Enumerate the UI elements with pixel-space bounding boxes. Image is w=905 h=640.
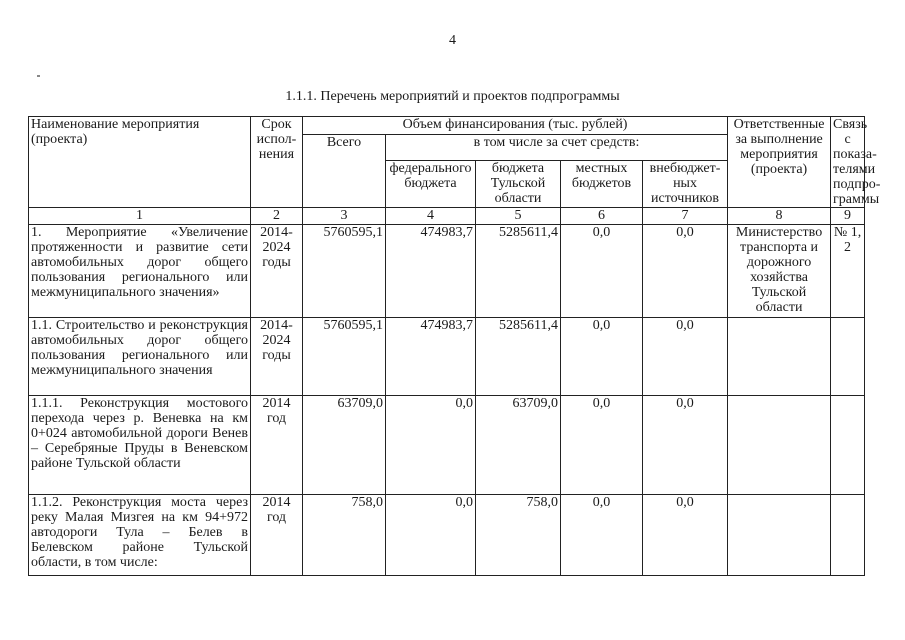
header-link: Связь с показа-телями подпро-граммы [831,117,865,208]
header-funding: Объем финансирования (тыс. рублей) [303,117,728,135]
column-number: 7 [643,208,728,225]
table-row [29,318,865,396]
measure-name: 1.1.1. Реконструкция мостового перехода через р. Веневка на км 0+024 автомобильной дороги Венев – Серебряные Пруды в Веневском районе Тульской области [29,396,251,495]
regional-value: 63709,0 [476,396,561,495]
indicator-link: № 1, 2 [831,225,865,318]
local-value: 0,0 [561,318,643,396]
column-numbers-row [29,208,865,225]
header-extra: внебюджет-ных источников [643,161,728,208]
responsible-value: Министерство транспорта и дорожного хозяйства Тульской области [728,225,831,318]
federal-value: 474983,7 [386,318,476,396]
indicator-link [831,318,865,396]
federal-value: 0,0 [386,396,476,495]
measure-term: 2014 год [251,495,303,576]
column-number: 6 [561,208,643,225]
header-regional: бюджета Тульской области [476,161,561,208]
page-number: 4 [449,33,456,48]
column-number: 5 [476,208,561,225]
federal-value: 0,0 [386,495,476,576]
table-row [29,495,865,576]
document-title: 1.1.1. Перечень мероприятий и проектов подпрограммы [285,89,620,104]
table-row [29,396,865,495]
total-value: 5760595,1 [303,318,386,396]
measure-name: 1.1. Строительство и реконструкция автомобильных дорог общего пользования регионального или межмуниципального значения [29,318,251,396]
measure-name: 1.1.2. Реконструкция моста через реку Малая Мизгея на км 94+972 автодороги Тула – Белев в Белевском районе Тульской области, в том числе: [29,495,251,576]
regional-value: 5285611,4 [476,225,561,318]
header-responsible: Ответственные за выполнение мероприятия (проекта) [728,117,831,208]
measure-term: 2014-2024 годы [251,318,303,396]
measures-table [28,116,881,576]
extra-value: 0,0 [643,396,728,495]
table-row [29,225,865,318]
extra-value: 0,0 [643,495,728,576]
regional-value: 758,0 [476,495,561,576]
column-number: 3 [303,208,386,225]
measure-name: 1. Мероприятие «Увеличение протяженности и развитие сети автомобильных дорог общего пользования регионального или межмуниципального значения» [29,225,251,318]
scan-speck [37,75,40,77]
extra-value: 0,0 [643,225,728,318]
regional-value: 5285611,4 [476,318,561,396]
column-number: 9 [831,208,865,225]
local-value: 0,0 [561,495,643,576]
responsible-value [728,318,831,396]
header-total: Всего [303,135,386,208]
header-name: Наименование мероприятия (проекта) [29,117,251,208]
measure-term: 2014-2024 годы [251,225,303,318]
responsible-value [728,396,831,495]
total-value: 5760595,1 [303,225,386,318]
header-sources: в том числе за счет средств: [386,135,728,161]
local-value: 0,0 [561,396,643,495]
extra-value: 0,0 [643,318,728,396]
measure-term: 2014 год [251,396,303,495]
indicator-link [831,396,865,495]
header-local: местных бюджетов [561,161,643,208]
header-term: Срок испол-нения [251,117,303,208]
column-number: 4 [386,208,476,225]
column-number: 2 [251,208,303,225]
column-number: 1 [29,208,251,225]
column-number: 8 [728,208,831,225]
local-value: 0,0 [561,225,643,318]
responsible-value [728,495,831,576]
federal-value: 474983,7 [386,225,476,318]
header-row-1 [29,117,865,135]
total-value: 758,0 [303,495,386,576]
indicator-link [831,495,865,576]
header-federal: федерального бюджета [386,161,476,208]
total-value: 63709,0 [303,396,386,495]
